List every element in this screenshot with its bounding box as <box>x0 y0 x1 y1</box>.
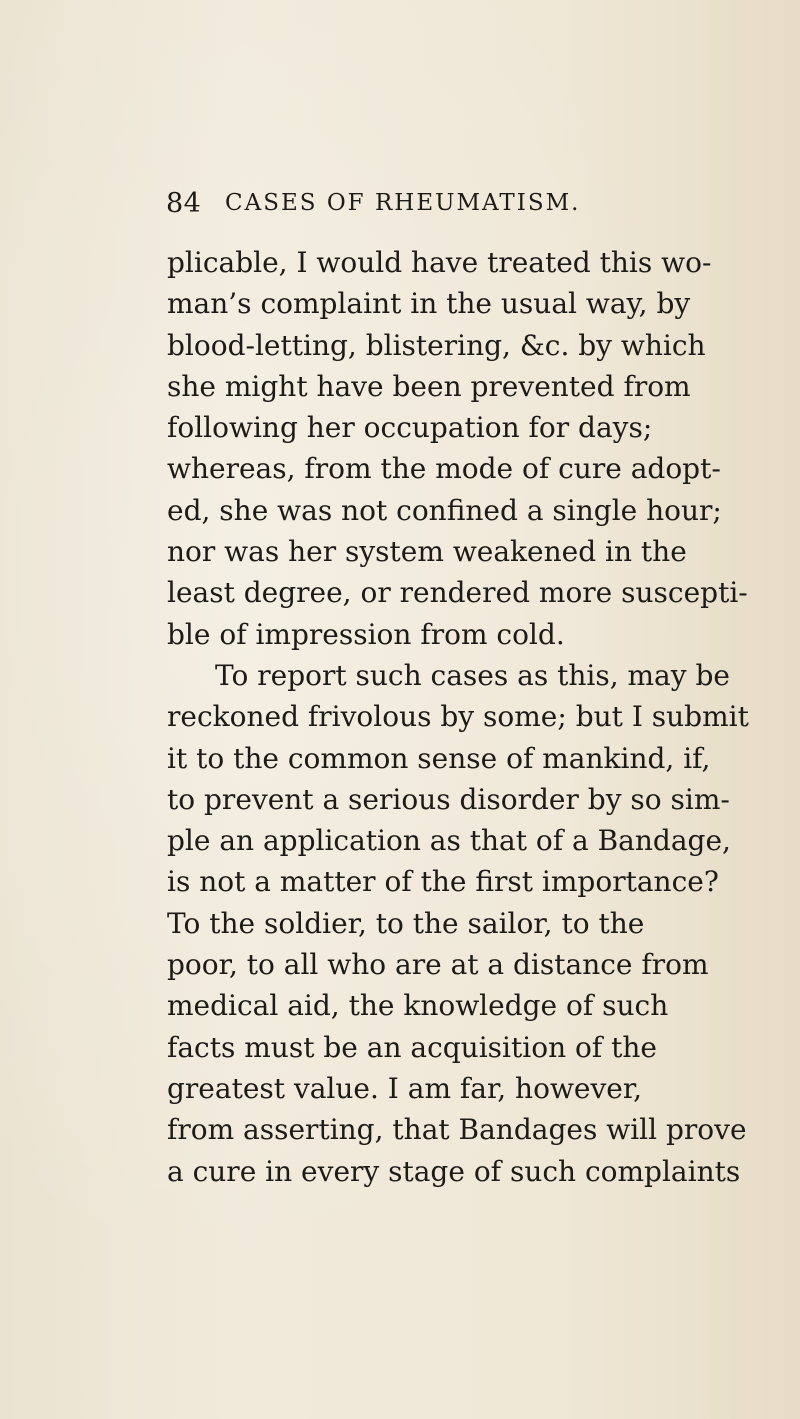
text-line: following her occupation for days; <box>167 411 653 445</box>
text-line: nor was her system weakened in the <box>167 535 687 569</box>
text-line: greatest value. I am far, however, <box>167 1071 643 1105</box>
text-line: it to the common sense of mankind, if, <box>167 741 711 775</box>
text-line: To the soldier, to the sailor, to the <box>167 906 645 940</box>
text-line: least degree, or rendered more suscepti- <box>167 576 748 610</box>
text-line: she might have been prevented from <box>167 369 691 403</box>
text-line: is not a matter of the first importance? <box>167 865 719 899</box>
text-line: whereas, from the mode of cure adopt- <box>167 452 721 486</box>
text-line: medical aid, the knowledge of such <box>167 989 669 1023</box>
text-line: blood-letting, blistering, &c. by which <box>167 328 706 362</box>
text-line: man’s complaint in the usual way, by <box>167 287 691 321</box>
text-line: poor, to all who are at a distance from <box>167 948 709 982</box>
text-line: facts must be an acquisition of the <box>167 1030 657 1064</box>
text-line-paragraph-start: To report such cases as this, may be <box>215 658 730 692</box>
body-text <box>167 242 749 1192</box>
text-line: ed, she was not confined a single hour; <box>167 493 722 527</box>
text-line: plicable, I would have treated this wo- <box>167 246 712 279</box>
running-title: CASES OF RHEUMATISM. <box>225 190 581 216</box>
text-line: from asserting, that Bandages will prove <box>167 1113 747 1147</box>
text-line: to prevent a serious disorder by so sim- <box>167 782 730 816</box>
text-line: ple an application as that of a Bandage, <box>167 824 731 858</box>
running-head <box>168 188 668 224</box>
text-line-paragraph-end: ble of impression from cold. <box>167 617 565 651</box>
text-line: reckoned frivolous by some; but I submit <box>167 700 749 734</box>
text-line: a cure in every stage of such complaints <box>167 1154 741 1188</box>
page-number: 84 <box>166 188 202 219</box>
